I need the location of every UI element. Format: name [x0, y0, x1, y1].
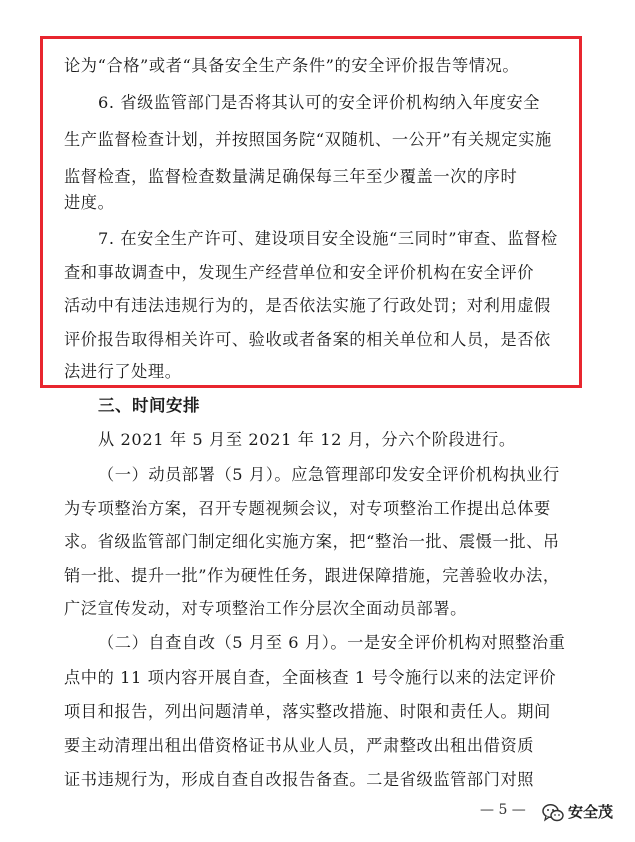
box-line-1: 论为“合格”或者“具备安全生产条件”的安全评价报告等情况。: [64, 56, 520, 75]
body-line-7: （二）自查自改（5 月至 6 月）。一是安全评价机构对照整治重: [98, 633, 566, 652]
box-line-10: 法进行了处理。: [64, 362, 182, 381]
body-line-1: 从 2021 年 5 月至 2021 年 12 月，分六个阶段进行。: [98, 430, 516, 449]
page-number: — 5 —: [480, 802, 526, 818]
box-line-4: 监督检查，监督检查数量满足确保每三年至少覆盖一次的序时: [64, 167, 518, 186]
body-line-4: 求。省级监管部门制定细化实施方案，把“整治一批、震慑一批、吊: [64, 532, 560, 551]
body-line-5: 销一批、提升一批”作为硬性任务，跟进保障措施，完善验收办法，: [64, 566, 560, 585]
box-line-3: 生产监督检查计划，并按照国务院“双随机、一公开”有关规定实施: [64, 130, 552, 149]
brand-name: 安全茂: [568, 803, 614, 821]
body-line-2: （一）动员部署（5 月）。应急管理部印发安全评价机构执业行: [98, 465, 560, 484]
body-line-8: 点中的 11 项内容开展自查，全面核查 1 号令施行以来的法定评价: [64, 668, 557, 687]
box-line-2: 6. 省级监管部门是否将其认可的安全评价机构纳入年度安全: [98, 93, 541, 112]
body-line-10: 要主动清理出租出借资格证书从业人员，严肃整改出租出借资质: [64, 736, 535, 755]
box-line-7: 查和事故调查中，发现生产经营单位和安全评价机构在安全评价: [64, 263, 535, 282]
body-line-9: 项目和报告，列出问题清单，落实整改措施、时限和责任人。期间: [64, 702, 551, 721]
box-line-6: 7. 在安全生产许可、建设项目安全设施“三同时”审查、监督检: [98, 229, 558, 248]
wechat-icon: [542, 803, 564, 823]
body-line-6: 广泛宣传发动，对专项整治工作分层次全面动员部署。: [64, 599, 467, 618]
box-line-5: 进度。: [64, 193, 115, 212]
box-line-9: 评价报告取得相关许可、验收或者备案的相关单位和人员，是否依: [64, 330, 551, 349]
box-line-8: 活动中有违法违规行为的，是否依法实施了行政处罚；对利用虚假: [64, 296, 551, 315]
body-line-11: 证书违规行为，形成自查自改报告备查。二是省级监管部门对照: [64, 770, 535, 789]
body-line-3: 为专项整治方案，召开专题视频会议，对专项整治工作提出总体要: [64, 499, 551, 518]
section-heading: 三、时间安排: [98, 396, 200, 415]
